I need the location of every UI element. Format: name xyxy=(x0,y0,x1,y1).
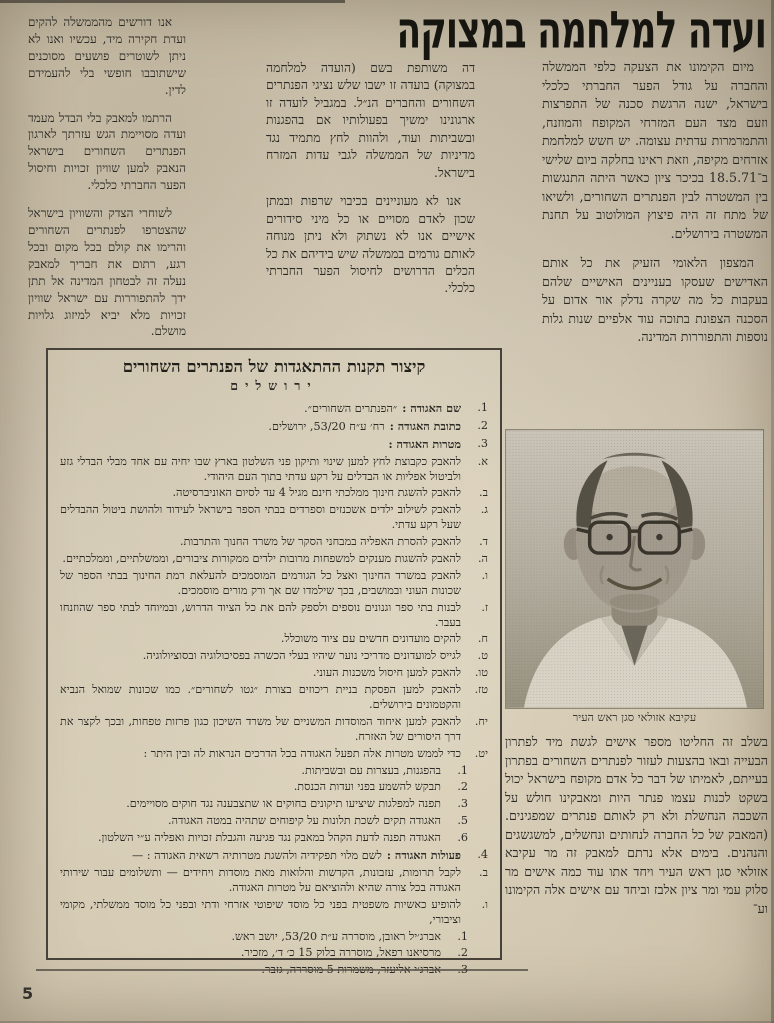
item-label: פעולות האגודה : xyxy=(386,848,461,863)
item-text: להאבק במשרד החינוך ואצל כל הגורמים המוסמכים להעלאת רמת החינוך בבתי הספר של שכונות העוני ובמושבים, בכך שילמדו שם אך ורק מורים מוסמכים. xyxy=(60,568,461,597)
article-paragraph: בשלב זה החליטו מספר אישים לגשת מיד לפתרון הבעייה ובאו בהצעות לעזור לפנתרים השחורים בפתרון בעייתם, לאמיתו של דבר כל אדם מקופח בישראל יכול בשקט לכנות עצמו פנתר היות ומאבקינו חולש על השכבה הנחשלת ולא רק לאותם פנתרים שמפגינים. (המאבק של כל החברה לנחותים ונחשלים, למשגשגים והנהנים. בימים אלא נרתם למאבק זה מר עקיבא אזולאי סגן ראש העיר ויחד אתו עוד כמה אישים מר סלוק עמי ומר ציון אלבז וביחד עם אישים אלה הקימונו וע־ xyxy=(505,734,768,916)
item-label: מטרות האגודה : xyxy=(388,436,461,451)
item-text: ״הפנתרים השחורים״. xyxy=(304,402,398,415)
article-paragraph: אנו דורשים מהממשלה להקים ועדת חקירה מיד, עכשיו ואנו לא ניתן לשוטרים פושעים מסוכנים שישתובבו חופשי בלי להעמידם לדין. xyxy=(28,15,186,97)
item-number: 5. xyxy=(457,814,468,828)
photo-caption: עקיבא אזולאי סגן ראש העיר xyxy=(572,711,697,724)
left-column xyxy=(28,14,186,351)
item-text: תפנה למפלגות שיציעו תיקונים בחוקים או שתצבענה נגד חוקים מסויימים. xyxy=(126,797,441,811)
list-item xyxy=(60,666,488,681)
item-label: שם האגודה : xyxy=(402,401,461,415)
article-paragraph: הרתמו למאבק בלי הבדל מעמד ועדה מסויימת הגש עזרתך לארגון הפנתרים השחורים בישראל הנאבק למען שוויון זכויות וחיסול הפער החברתי כלכלי. xyxy=(28,110,186,193)
page-number: 5 xyxy=(22,984,34,1003)
list-item xyxy=(60,898,488,928)
item-letter: ב. xyxy=(479,865,488,879)
list-item xyxy=(60,831,488,846)
item-text: רח׳ ע״ח 53/20, ירושלים. xyxy=(268,419,385,433)
list-item xyxy=(60,814,488,829)
portrait-photo xyxy=(506,430,763,708)
item-letter: ה. xyxy=(478,552,488,566)
item-number: 6. xyxy=(457,831,468,845)
scan-edge-top xyxy=(0,0,345,3)
list-item xyxy=(60,866,488,896)
item-number: 2. xyxy=(457,780,468,794)
item-number: 1. xyxy=(457,763,468,777)
item-text: להאבק להסרת האפליה במבחני הסקר של משרד החנוך והתרבות. xyxy=(180,535,461,549)
portrait-man-with-glasses-illustration xyxy=(506,430,763,708)
item-text: לשם מלוי תפקידיה ולהשגת מטרותיה רשאית האגודה : — xyxy=(132,849,382,863)
item-letter: ט. xyxy=(477,649,488,663)
right-column xyxy=(542,58,768,358)
item-letter: יח. xyxy=(474,714,488,728)
article-paragraph: המצפון הלאומי הזעיק את כל אותם האדישים שעסקו בעניינים האישיים שלהם בעקבות כל מה שקרה נדלק אור אדום על הסכנה הצפונת בתוכה עוד אלפיים שנות גלות נוספות והתפוררות המדינה. xyxy=(542,255,768,344)
list-item xyxy=(60,437,488,453)
item-letter: יט. xyxy=(474,746,488,760)
item-text: להאבק לשילוב ילדים אשכנזים וספרדים בבתי הספר בישראל לעידוד ולהושת ביטול ההבדלים שעל רקע עדתי. xyxy=(60,503,461,532)
box-title: קיצור תקנות ההתאגדות של הפנתרים השחורים xyxy=(122,357,426,376)
item-number: 2. xyxy=(457,946,468,960)
list-item xyxy=(60,946,488,961)
page-headline: ועדה למלחמה במצוקה xyxy=(396,2,766,61)
item-text: האגודה תפנה לדעת הקהל במאבק נגד פגיעה והגבלת זכויות ואפליה ע״י השלטון. xyxy=(97,831,441,845)
list-item xyxy=(60,552,488,567)
list-item xyxy=(60,486,488,501)
item-letter: טז. xyxy=(474,683,488,697)
item-letter: ג. xyxy=(480,503,488,517)
item-text: לבנות בתי ספר וגנונים נוספים ולספק להם את כל הציוד הדרוש, ובמיוחד לבתי ספר שהוזנחו בעבר. xyxy=(60,600,461,629)
item-number: 2. xyxy=(477,418,488,432)
list-item xyxy=(60,535,488,550)
list-item xyxy=(60,848,488,864)
list-item xyxy=(60,569,488,599)
item-number: 3. xyxy=(477,436,488,450)
item-text: להופיע כאשיות משפטית בפני כל מוסד שיפוטי אזרחי ודתי ובפני כל מוסד ממשלתי, מקומי וציבורי, xyxy=(60,897,461,926)
list-item xyxy=(60,401,488,417)
bottom-right-column xyxy=(505,733,768,929)
item-text: להאבק למען חיסול משכנות העוני. xyxy=(312,666,461,680)
item-text: לגייס למועדונים מדריכי נוער שיהיו בעלי הכשרה בפסיכולוגיה ובסוציולוגיה. xyxy=(142,649,461,663)
item-text: להקים מועדונים חדשים עם ציוד משוכלל. xyxy=(280,632,461,646)
item-number: 1. xyxy=(477,401,488,414)
list-item xyxy=(60,632,488,647)
item-text: כדי לממש מטרות אלה תפעל האגודה בכל הדרכים הנראות לה ובין היתר : xyxy=(143,746,461,760)
item-label: כתובת האגודה : xyxy=(389,418,461,433)
list-item xyxy=(60,683,488,713)
article-paragraph: לשוחרי הצדק והשוויון בישראל שהצטרפו לפנתרים השחורים והרימו את קולם בכל מקום ובכל רגע, רתום את חבריך למאבק נעלה זה לבטחון המדינה אל תתן ידך להתפוררות עם ישראל שוויון זכויות מלא יביא למיזוג גלויות מושלם. xyxy=(28,206,186,339)
item-text: בהפגנות, בעצרות עם ובשביתות. xyxy=(301,763,441,777)
item-number: 4. xyxy=(477,848,488,862)
item-text: להאבק להשגת חינוך ממלכתי חינם מגיל 4 עד לסיום האוניברסיטה. xyxy=(172,486,461,500)
item-letter: טו. xyxy=(474,666,488,680)
item-text: תבקש להשמע בפני ועדות הכנסת. xyxy=(293,780,441,794)
list-item xyxy=(60,780,488,795)
item-letter: ו. xyxy=(481,897,488,911)
list-item xyxy=(60,455,488,485)
item-letter: ו. xyxy=(481,568,488,582)
list-item xyxy=(60,419,488,435)
list-item xyxy=(60,930,488,945)
item-text: להאבק למען איחוד המוסדות המשניים של משרד השיכון כגון פרזות טפחות, ובכך לקצר את דרך היסורים של האזרח. xyxy=(60,714,461,743)
list-item xyxy=(60,715,488,745)
item-letter: ב. xyxy=(479,486,488,500)
list-item xyxy=(60,747,488,762)
article-paragraph: מיום הקימונו את הצעקה כלפי הממשלה והחברה על גודל הפער החברתי כלכלי בישראל, ישנה הרגשת סכנה של התפרצות וזעם מצד העם המזרחי המקופח והמוזנח, והתמרמרות עדתית עצומה. יש חשש למלחמת אזרחים מקיפה, וזאת ראינו בחלקה ביום שלישי ב־18.5.71 בכיכר ציון כאשר היתה התנגשות בין המשטרה לבין הפנתרים השחורים, ולשיאו של מתח זה היה פיצוץ המולוטוב על תחנת המשטרה בירושלים. xyxy=(542,59,768,241)
item-text: להאבק למען הפסקת בניית ריכוזים בצורת ״גטו לשחורים״. כמו שכונות שמואל הנביא והקטמונים בירושלים. xyxy=(60,683,461,712)
list-item xyxy=(60,764,488,779)
item-text: אברג׳יל ראובן, מוסררה ע״ת 53/20, יושב ראש. xyxy=(231,929,441,943)
item-letter: ח. xyxy=(477,632,488,646)
list-item xyxy=(60,601,488,631)
list-item xyxy=(60,797,488,812)
box-bottom-rule xyxy=(36,969,528,971)
item-text: להאבק כקבוצת לחץ למען שינוי ותיקון פני השלטון בארץ שבו יחיה עם אחד מבלי הבדלי גזע ולביטול אפליות או הבדלים על רקע עדתי בתוך העם היהודי. xyxy=(60,454,461,483)
item-number: 3. xyxy=(457,797,468,811)
item-text: לקבל תרומות, עזבונות, הקדשות והלואות מאת מוסדות ויחידים — ותשלומים עבור שירותי האגודה בכל צורה שהיא ולהוציאם על מטרות האגודה. xyxy=(60,865,461,894)
regulations-box xyxy=(46,348,502,960)
item-text: האגודה תקים לשכת תלונות על קיפוחים שתהיה במטה האגודה. xyxy=(168,814,441,828)
item-letter: א. xyxy=(477,454,488,468)
middle-column xyxy=(266,60,475,309)
article-paragraph: דה משותפת בשם (הועדה למלחמה במצוקה) בועדה זו ישבו שלש נציגי הפנתרים השחורים והחברים הנ״ל. במגביל לועדה זו ארגונינו ימשיך בפעולותיו אם בהפגנות ובשביתות ועוד, ולהוות לחץ מתמיד נגד מדיניות של הממשלה לגבי עדות המזרח בישראל. xyxy=(266,61,475,180)
item-number: 1. xyxy=(457,929,468,943)
box-subtitle: ירושלים xyxy=(230,378,318,393)
list-item xyxy=(60,503,488,533)
item-letter: ז. xyxy=(481,600,488,614)
article-paragraph: אנו לא מעוניינים בכיבוי שרפות ובמתן שכון לאדם מסויים או כל מיני סידורים אישיים אנו לא נשתוק ולא ניתן מנוחה לאותם גורמים בממשלה שיש בידיהם את כל הכלים הדרושים לחיסול הפער החברתי כלכלי. xyxy=(266,194,475,296)
item-text: מרסיאנו רפאל, מוסררה בלוק 15 כ׳ ד׳, מזכיר. xyxy=(240,946,441,960)
list-item xyxy=(60,649,488,664)
item-letter: ד. xyxy=(479,535,488,549)
item-text: להאבק להשגות מענקים למשפחות מרובות ילדים ממקורות ציבורים, וממשלתיים, וממלכתיים. xyxy=(62,552,461,566)
